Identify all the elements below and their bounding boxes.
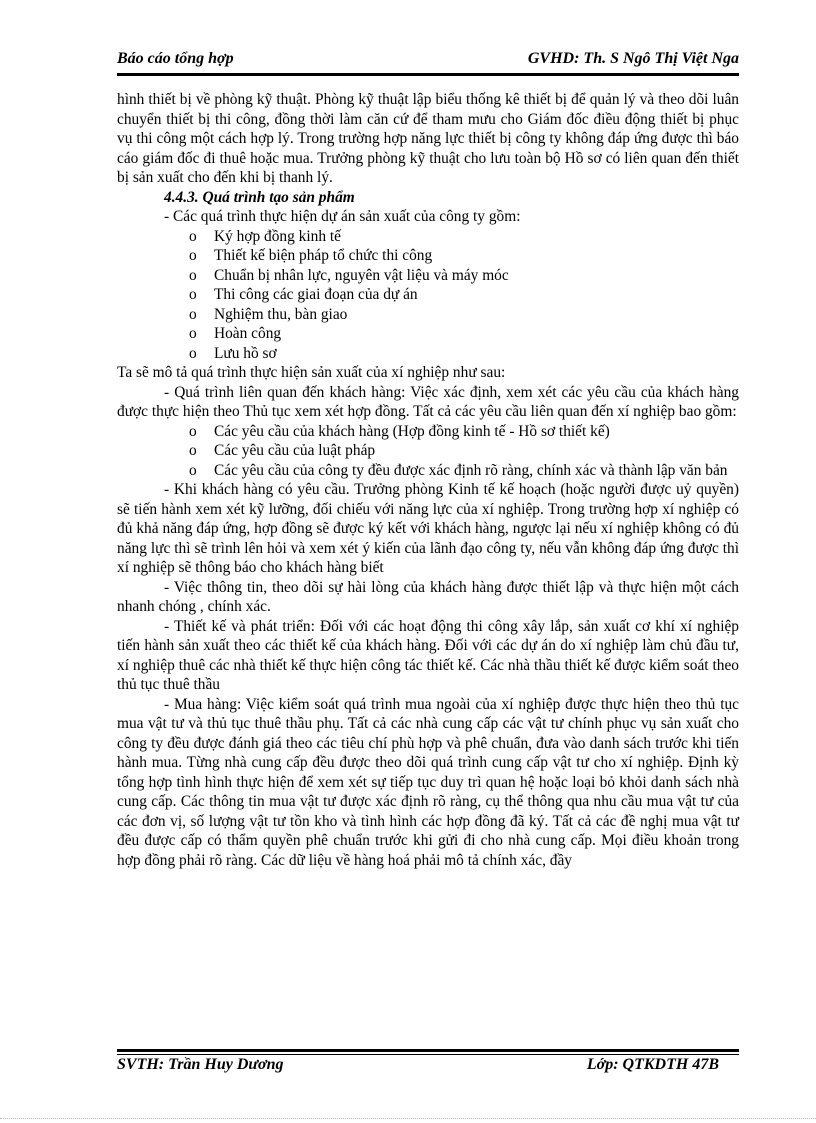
section-heading: 4.4.3. Quá trình tạo sản phẩm	[164, 188, 355, 206]
list-item: o Hoàn công	[189, 325, 282, 342]
footer-class: Lớp: QTKDTH 47B	[586, 1056, 719, 1073]
page-footer	[117, 1053, 739, 1079]
list-intro-processes: - Các quá trình thực hiện dự án sản xuất của công ty gồm:	[164, 208, 521, 225]
footer-rule	[117, 1049, 739, 1052]
bullet-marker: o	[189, 344, 197, 362]
bullet-marker: o	[189, 461, 197, 479]
footer-student: SVTH: Trần Huy Dương	[117, 1056, 284, 1073]
list-item: o Chuẩn bị nhân lực, nguyên vật liệu và máy móc	[189, 266, 509, 284]
bullet-marker: o	[189, 305, 197, 323]
bullet-marker: o	[189, 422, 197, 440]
paragraph-design: - Thiết kế và phát triển: Đối với các hoạt động thi công xây lắp, sản xuất cơ khí xí nghiệp tiến hành sản xuất theo các thiết kế của khách hàng. Đối với các dự án do xí nghiệp làm chủ đầu tư, xí nghiệp thuê các nhà thiết kế thực hiện công tác thiết kế. Các nhà thầu thiết kế được kiểm soát theo thủ tục thuê thầu	[117, 617, 739, 693]
list-item: o Thi công các giai đoạn của dự án	[189, 286, 418, 303]
bullet-marker: o	[189, 442, 197, 459]
bullet-marker: o	[189, 325, 197, 342]
list-item: o Nghiệm thu, bàn giao	[189, 305, 348, 323]
paragraph-customer-request: - Khi khách hàng có yêu cầu. Trưởng phòng Kinh tế kế hoạch (hoặc người được uỷ quyền) sẽ tiến hành xem xét kỹ lưỡng, đối chiếu với năng lực của xí nghiệp. Trong trường hợp xí nghiệp có đủ khả năng đáp ứng, hợp đồng sẽ được ký kết với khách hàng, ngược lại nếu xí nghiệp không có đủ năng lực thì sẽ trình lên hỏi và xem xét ý kiến của lãnh đạo công ty, nếu vẫn không đáp ứng được thì xí nghiệp sẽ thông báo cho khách hàng biết	[117, 481, 739, 576]
page-edge-dots	[0, 1118, 816, 1119]
header-rule	[117, 73, 739, 76]
document-body	[117, 90, 739, 870]
list-item: o Các yêu cầu của công ty đều được xác định rõ ràng, chính xác và thành lập văn bản	[189, 461, 728, 479]
process-list	[117, 227, 739, 364]
list-item: o Lưu hồ sơ	[189, 344, 277, 362]
header-report-title: Báo cáo tổng hợp	[117, 50, 234, 67]
page-header	[117, 48, 739, 74]
paragraph-customer: - Quá trình liên quan đến khách hàng: Việc xác định, xem xét các yêu cầu của khách hàng được thực hiện theo Thủ tục xem xét hợp đồng. Tất cả các yêu cầu liên quan đến xí nghiệp bao gồm:	[117, 383, 739, 420]
paragraph-equipment: hình thiết bị về phòng kỹ thuật. Phòng kỹ thuật lập biểu thống kê thiết bị để quản lý và theo dõi luân chuyển thiết bị thi công, đồng thời làm căn cứ để tham mưu cho Giám đốc điều động thiết bị phục vụ thi công một cách hợp lý. Trong trường hợp năng lực thiết bị công ty không đáp ứng được thì báo cáo giám đốc đi thuê hoặc mua. Trưởng phòng kỹ thuật cho lưu toàn bộ Hồ sơ có liên quan đến thiết bị sản xuất cho đến khi bị thanh lý.	[117, 91, 739, 186]
bullet-marker: o	[189, 227, 197, 245]
list-item: o Các yêu cầu của khách hàng (Hợp đồng kinh tế - Hồ sơ thiết kế)	[189, 422, 610, 440]
paragraph-intro-description: Ta sẽ mô tả quá trình thực hiện sản xuất của xí nghiệp như sau:	[117, 364, 506, 381]
bullet-marker: o	[189, 286, 197, 303]
list-item: o Thiết kế biện pháp tổ chức thi công	[189, 247, 433, 264]
list-item: o Các yêu cầu của luật pháp	[189, 442, 376, 459]
header-advisor: GVHD: Th. S Ngô Thị Việt Nga	[527, 50, 739, 67]
paragraph-purchasing: - Mua hàng: Việc kiểm soát quá trình mua ngoài của xí nghiệp được thực hiện theo thủ tục mua vật tư và thủ tục thuê thầu phụ. Tất cả các nhà cung cấp các vật tư chính phục vụ sản xuất cho công ty đều được đánh giá theo các tiêu chí phù hợp và phê chuẩn, đưa vào danh sách trước khi tiến hành mua. Từng nhà cung cấp đều được theo dõi quá trình cung cấp vật tư cho xí nghiệp. Định kỳ tổng hợp tình hình thực hiện để xem xét sự tiếp tục duy trì quan hệ hoặc loại bỏ khỏi danh sách nhà cung cấp. Các thông tin mua vật tư được xác định rõ ràng, cụ thể thông qua nhu cầu mua vật tư của các đơn vị, số lượng vật tư tồn kho và tình hình các hợp đồng đã ký. Tất cả các đề nghị mua vật tư đều được cấp có thẩm quyền phê chuẩn trước khi gửi đi cho nhà cung cấp. Mọi điều khoản trong hợp đồng phải rõ ràng. Các dữ liệu về hàng hoá phải mô tả chính xác, đầy	[117, 695, 739, 869]
paragraph-satisfaction: - Việc thông tin, theo dõi sự hài lòng của khách hàng được thiết lập và thực hiện một cách nhanh chóng , chính xác.	[117, 578, 739, 615]
requirements-list	[117, 422, 739, 481]
list-item: o Ký hợp đồng kinh tế	[189, 227, 341, 245]
bullet-marker: o	[189, 266, 197, 284]
bullet-marker: o	[189, 247, 197, 264]
